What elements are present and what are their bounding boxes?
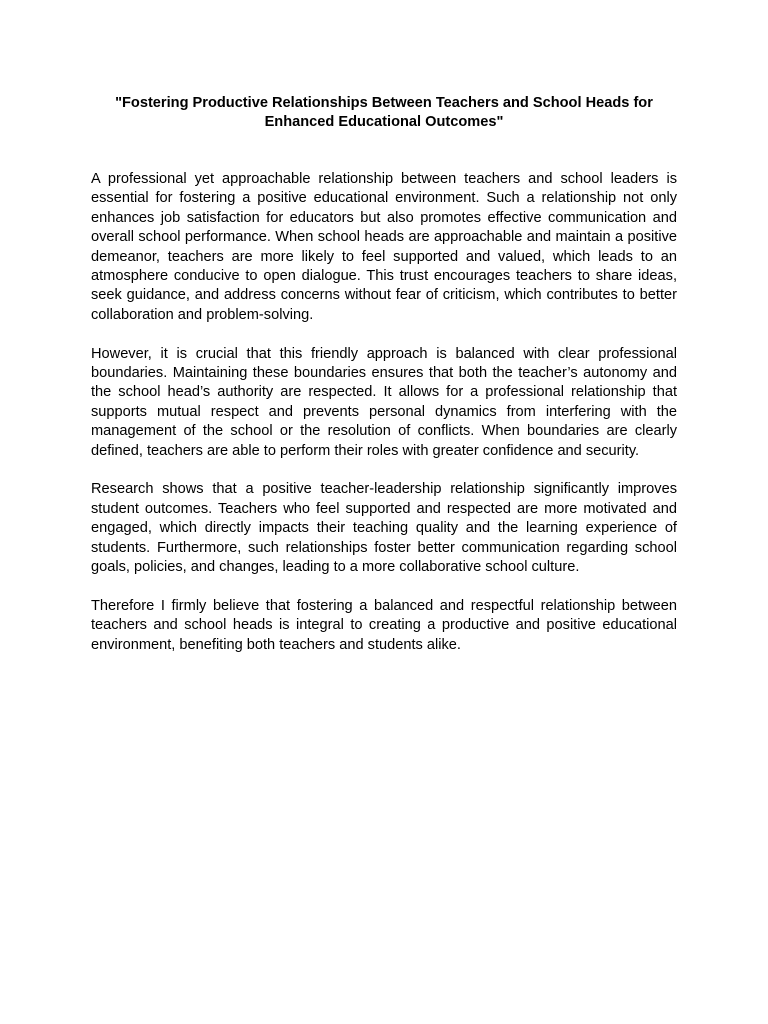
paragraph-2: However, it is crucial that this friendly approach is balanced with clear professional boundaries. Maintaining these boundaries ensures that both the teacher’s autonomy and the school head’s authority are respected. It allows for a professional relationship that supports mutual respect and prevents personal dynamics from interfering with the management of the school or the resolution of conflicts. When boundaries are clearly defined, teachers are able to perform their roles with greater confidence and security. <box>91 345 677 459</box>
document-body <box>91 170 677 675</box>
paragraph-1: A professional yet approachable relationship between teachers and school leaders is essential for fostering a positive educational environment. Such a relationship not only enhances job satisfaction for educators but also promotes effective communication and overall school performance. When school heads are approachable and maintain a positive demeanor, teachers are more likely to feel supported and valued, which leads to an atmosphere conducive to open dialogue. This trust encourages teachers to share ideas, seek guidance, and address concerns without fear of criticism, which contributes to better collaboration and problem-solving. <box>91 171 677 323</box>
paragraph-4: Therefore I firmly believe that fostering a balanced and respectful relationship between teachers and school heads is integral to creating a productive and positive educational environment, benefiting both teachers and students alike. <box>91 597 677 653</box>
document-title: "Fostering Productive Relationships Between Teachers and School Heads for Enhanced Educational Outcomes" <box>115 95 653 131</box>
paragraph-3: Research shows that a positive teacher-leadership relationship significantly improves student outcomes. Teachers who feel supported and respected are more motivated and engaged, which directly impacts their teaching quality and the learning experience of students. Furthermore, such relationships foster better communication regarding school goals, policies, and changes, leading to a more collaborative school culture. <box>91 481 677 576</box>
